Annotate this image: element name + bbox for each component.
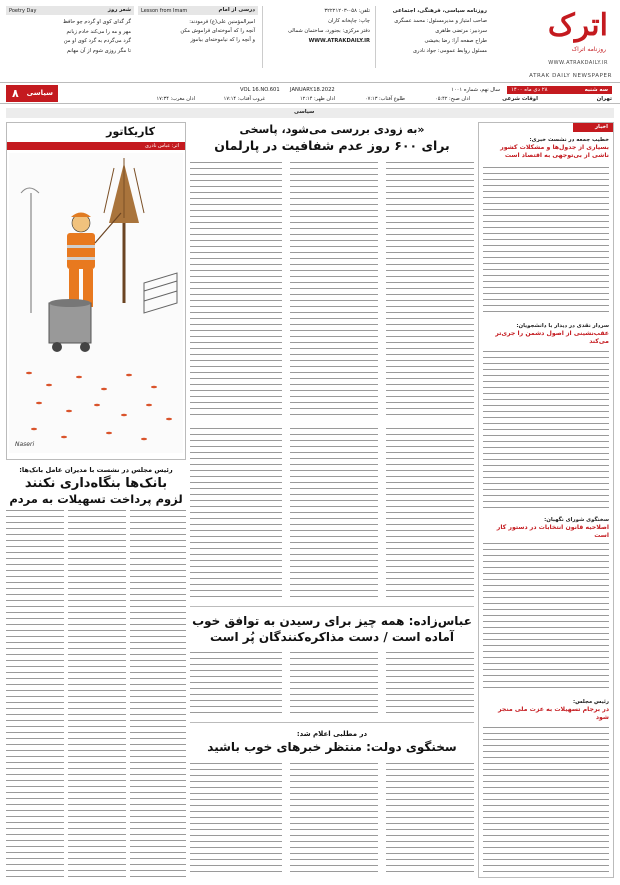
- article4-body-col: [386, 763, 474, 877]
- issue-en: VOL 16.NO.601: [240, 87, 280, 93]
- sidebar-headline[interactable]: اصلاحیه قانون انتخابات در دستور کار است: [496, 524, 609, 539]
- logo: [492, 6, 612, 70]
- quote-line: امیرالمؤمنین علی(ع) فرمودند:: [189, 19, 255, 25]
- article4-title[interactable]: سخنگوی دولت: منتظر خبرهای خوب باشید: [207, 740, 457, 754]
- azan-noon: اذان ظهر: ۱۲:۱۴: [299, 96, 335, 102]
- caricature-title: کاریکاتور: [106, 125, 155, 138]
- sidebar-body: [483, 167, 609, 317]
- sidebar-headline[interactable]: بسیاری از جدول‌ها و مشکلات کشور ناشی از بی‌توجهی به اقتصاد است: [500, 144, 609, 159]
- sidebar-body: [483, 351, 609, 511]
- en-name: ATRAK DAILY NEWSPAPER: [529, 73, 612, 79]
- sidebar-kicker: خطیب جمعه در نشست خبری:: [529, 137, 609, 143]
- article1-body-col: [386, 162, 474, 418]
- article-abbaszadeh: [190, 428, 474, 718]
- info-block: [375, 6, 487, 68]
- poetry-line: مهر و مه را می‌کند خادم زبانم: [66, 28, 131, 35]
- section-label: سیاسی: [294, 109, 315, 115]
- article2-body-col: [68, 510, 126, 878]
- info-line: سردبیر: مرتضی طاهری: [435, 28, 487, 34]
- article2-body-col: [6, 510, 64, 878]
- day-badge: [507, 86, 612, 94]
- sidebar-headline[interactable]: در برجام تسهیلات به عزت ملی منجر شود: [498, 706, 609, 721]
- article2-title-line1[interactable]: بانک‌ها بنگاه‌داری نکنند: [24, 476, 168, 491]
- logo-text: اترک: [547, 8, 608, 43]
- article4-body-col: [190, 763, 282, 877]
- page-number: ۸: [12, 87, 19, 100]
- info-line: صاحب امتیاز و مدیرمسئول: محمد عسگری: [394, 18, 487, 24]
- article4-kicker: در مطلبی اعلام شد:: [296, 730, 368, 738]
- sidebar-body: [483, 543, 609, 693]
- caricature-artist: اثر: عباس نادری: [145, 142, 179, 149]
- caricature-image: [9, 153, 183, 453]
- address-line: چاپ: چاپخانه کاران: [328, 18, 370, 24]
- article2-kicker: رئیس مجلس در نشست با مدیران عامل بانک‌ها:: [19, 466, 173, 474]
- page-badge: [6, 85, 58, 102]
- article2-body-col: [130, 510, 186, 878]
- date-en: JANUARY.18.2022: [290, 87, 335, 93]
- sunrise: طلوع آفتاب: ۰۷:۱۳: [364, 96, 405, 102]
- address-line: تلفن: ۰۵۸-۳۲۲۲۱۲۰۳: [324, 8, 370, 14]
- article-transparency: [190, 122, 474, 422]
- poetry-block: [6, 6, 134, 70]
- caricature-box: [6, 122, 186, 460]
- prayer-city: تهران: [596, 96, 612, 102]
- poetry-line: گر گدای کوی او گردم چو حافظ: [62, 19, 131, 25]
- quote-title: درسی از امام: [218, 7, 255, 13]
- azan-evening: اذان مغرب: ۱۷:۳۴: [156, 96, 195, 102]
- article2-title-line2[interactable]: لزوم پرداخت تسهیلات به مردم: [9, 492, 183, 506]
- date-fa: ۲۸ دی ماه ۱۴۰۰: [511, 86, 548, 93]
- page-name: سیاسی: [26, 89, 53, 97]
- masthead: [0, 0, 620, 82]
- section-strip: [6, 108, 614, 118]
- poetry-title: شعر روز: [107, 7, 131, 13]
- sidebar-label: اخبار: [594, 124, 608, 130]
- caricature-title-bar: [7, 123, 185, 141]
- day-label: سه شنبه: [584, 86, 608, 93]
- article3-body-col: [290, 652, 378, 716]
- quote-block: [138, 6, 258, 70]
- address-line: WWW.ATRAKDAILY.IR: [308, 38, 370, 44]
- sidebar-kicker: رئیس مجلس:: [572, 699, 609, 705]
- caricature-signature: Naseri: [15, 441, 35, 448]
- sunset: غروب آفتاب: ۱۷:۱۴: [223, 96, 265, 102]
- article3-body-col: [386, 652, 474, 716]
- article-spokesman: [190, 722, 474, 878]
- sidebar-kicker: سردار نقدی در دیدار با دانشجویان:: [516, 323, 609, 329]
- sidebar-headline[interactable]: عقب‌نشینی از اصول دشمن را جری‌تر می‌کند: [495, 330, 609, 345]
- date-bar: [0, 82, 620, 104]
- article3-body-col: [290, 428, 378, 600]
- azan-morning: اذان صبح: ۰۵:۴۲: [435, 96, 470, 102]
- quote-en-title: Lesson from Imam: [141, 7, 188, 14]
- article3-body-col: [386, 428, 474, 600]
- news-sidebar: [478, 122, 614, 878]
- info-line: مسئول روابط عمومی: جواد نادری: [413, 48, 487, 54]
- info-line: روزنامه سیاسی، فرهنگی، اجتماعی: [392, 8, 487, 14]
- poetry-line: تا مگر روزی شوم از آن مهانم: [66, 47, 131, 54]
- info-line: طراح صفحه آرا: رضا بخیشی: [424, 38, 487, 44]
- article3-body-col: [190, 652, 282, 716]
- issue-fa: سال نهم، شماره ۱۰۰۱: [451, 87, 500, 93]
- logo-website: WWW.ATRAKDAILY.IR: [548, 60, 608, 66]
- quote-line: و آنچه را که نیاموخته‌ای بیاموز: [190, 37, 255, 43]
- article1-title[interactable]: برای ۶۰۰ روز عدم شفافیت در پارلمان: [214, 138, 450, 153]
- logo-subtitle: روزنامه اتراک: [571, 46, 606, 53]
- sidebar-label-bar: [573, 123, 613, 132]
- article3-title-line2[interactable]: آماده است / دست مذاکره‌کنندگان پُر است: [209, 630, 455, 644]
- article3-body-col: [190, 428, 282, 600]
- article1-body-col: [290, 162, 378, 418]
- article1-body-col: [190, 162, 282, 418]
- sidebar-kicker: سخنگوی شورای نگهبان:: [544, 517, 609, 523]
- article3-title-line1[interactable]: عباس‌زاده: همه چیز برای رسیدن به توافق خوب: [192, 614, 472, 628]
- poetry-line: گرد می‌گردم به گرد کوی او من: [63, 38, 131, 44]
- prayer-label: اوقات شرعی: [502, 96, 538, 102]
- poetry-en-title: Poetry Day: [9, 7, 37, 14]
- address-line: دفتر مرکزی: بجنورد، ساختمان شمالی: [287, 28, 370, 34]
- address-block: [262, 6, 370, 68]
- sidebar-body: [483, 727, 609, 873]
- article1-kicker[interactable]: «به زودی بررسی می‌شود، پاسخی: [239, 123, 425, 136]
- quote-line: آنچه را که آموخته‌ای فراموش مکن: [180, 28, 255, 34]
- article4-body-col: [290, 763, 378, 877]
